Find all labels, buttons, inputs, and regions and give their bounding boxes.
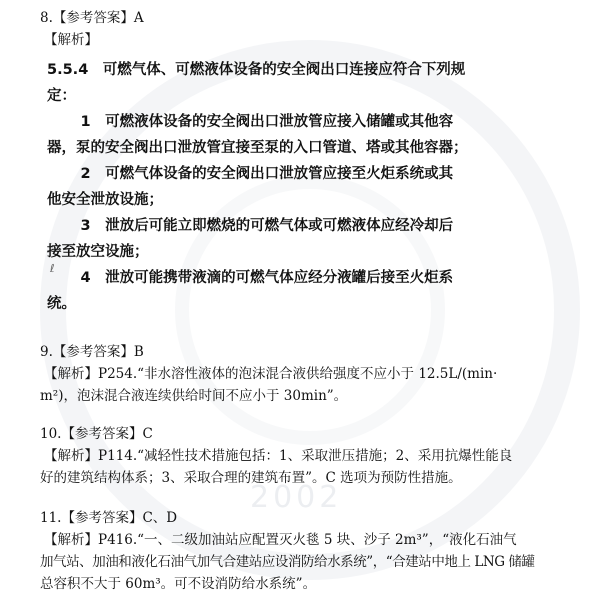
q10-analysis-line-2: 好的建筑结构体系；3、采取合理的建筑布置”。C 选项为预防性措施。 (40, 470, 462, 486)
std-line-6: 他安全泄放设施； (47, 192, 163, 208)
q11-answer: 11.【参考答案】C、D (40, 510, 178, 526)
q11-analysis-line-2: 加气站、加油和液化石油气加气合建站应设消防给水系统”，“合建站中地上 LNG 储罐 (40, 554, 535, 570)
std-line-3: 1 可燃液体设备的安全阀出口泄放管应接入储罐或其他容 (66, 114, 454, 130)
q11-analysis-line-3: 总容积不大于 60m³。可不设消防给水系统”。 (40, 576, 317, 592)
std-line-7: 3 泄放后可能立即燃烧的可燃气体或可燃液体应经冷却后 (66, 218, 454, 234)
q9-analysis-line-2: m²)，泡沫混合液连续供给时间不应小于 30min”。 (40, 388, 348, 404)
std-line-9: 4 泄放可能携带液滴的可燃气体应经分液罐后接至火炬系 (66, 270, 454, 286)
std-line-4: 器，泵的安全阀出口泄放管宜接至泵的入口管道、塔或其他容器； (47, 140, 468, 156)
q9-answer: 9.【参考答案】B (40, 344, 144, 360)
q8-analysis-label: 【解析】 (44, 32, 98, 48)
std-line-8: 接至放空设施； (47, 244, 149, 260)
std-line-5: 2 可燃气体设备的安全阀出口泄放管应接至火炬系统或其 (66, 166, 454, 182)
stray-mark: ℓ (50, 262, 55, 275)
watermark-year: 2002 (250, 480, 343, 515)
q11-analysis-line-1: 【解析】P416.“一、二级加油站应配置灭火毯 5 块、沙子 2m³”，“液化石油气 (44, 532, 517, 548)
std-line-1: 5.5.4 可燃气体、可燃液体设备的安全阀出口连接应符合下列规 (47, 62, 466, 78)
q10-answer: 10.【参考答案】C (40, 426, 153, 442)
std-line-2: 定： (47, 88, 76, 104)
q10-analysis-line-1: 【解析】P114.“减轻性技术措施包括：1、采取泄压措施；2、采用抗爆性能良 (44, 448, 513, 464)
std-line-10: 统。 (47, 296, 76, 312)
q9-analysis-line-1: 【解析】P254.“非水溶性液体的泡沫混合液供给强度不应小于 12.5L/(min· (44, 366, 498, 382)
q8-answer: 8.【参考答案】A (40, 10, 144, 26)
